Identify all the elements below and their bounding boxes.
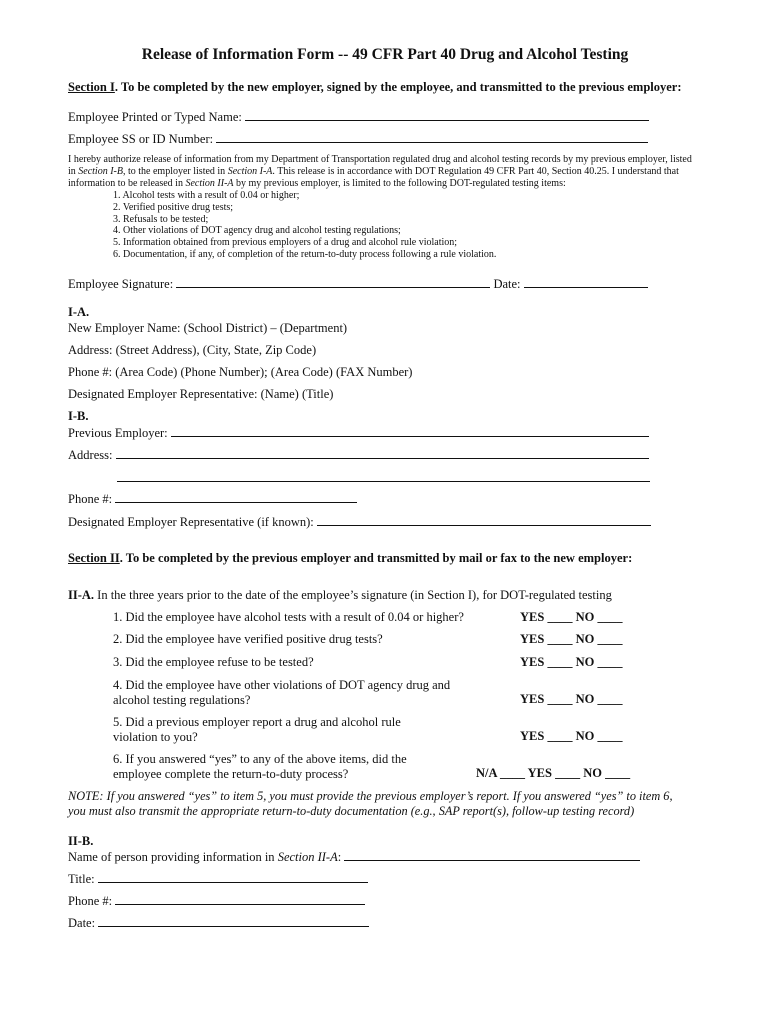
- question-6-na-yes-no[interactable]: N/A ____ YES ____ NO ____: [476, 766, 631, 780]
- employee-name-row: [68, 109, 649, 125]
- question-4-line-1: 4. Did the employee have other violations of DOT agency drug and: [113, 678, 451, 692]
- previous-representative-field[interactable]: [317, 514, 651, 526]
- question-5-line-2: violation to you?: [113, 730, 198, 744]
- question-1: 1. Did the employee have alcohol tests with a result of 0.04 or higher?: [113, 610, 464, 624]
- previous-employer-row: [68, 425, 649, 441]
- form-title: Release of Information Form -- 49 CFR Part 40 Drug and Alcohol Testing: [141, 46, 629, 63]
- auth-text: . This release is in accordance with DOT Regulation 49 CFR Part 40, Section 40.25. I understand that: [272, 165, 679, 177]
- section-1-heading: [68, 80, 682, 95]
- provider-title-label: Title:: [68, 872, 95, 886]
- list-item: 3. Refusals to be tested;: [113, 213, 209, 225]
- question-2: 2. Did the employee have verified positive drug tests?: [113, 632, 383, 646]
- previous-address-field-line-2[interactable]: [117, 481, 650, 482]
- note-line-2: you must also transmit the appropriate return-to-duty documentation (e.g., SAP report(s), follow-up testing record): [68, 804, 635, 818]
- provider-name-ref: Section II-A: [277, 850, 338, 864]
- provider-title-row: [68, 871, 368, 887]
- previous-phone-label: Phone #:: [68, 492, 113, 506]
- question-1-yes-no[interactable]: YES ____ NO ____: [520, 610, 623, 624]
- provider-phone-row: [68, 893, 365, 909]
- signature-date-label: Date:: [493, 277, 521, 291]
- provider-title-field[interactable]: [98, 871, 368, 883]
- section-2-text: . To be completed by the previous employer and transmitted by mail or fax to the new employer:: [119, 551, 633, 565]
- question-6-line-2: employee complete the return-to-duty process?: [113, 767, 349, 781]
- auth-ref-ii-a: Section II-A: [185, 177, 234, 189]
- provider-name-colon: :: [337, 850, 342, 864]
- section-2a-intro: [68, 588, 612, 603]
- provider-date-row: [68, 915, 369, 931]
- list-item: 2. Verified positive drug tests;: [113, 201, 234, 213]
- employee-name-label: Employee Printed or Typed Name:: [68, 110, 242, 124]
- list-item: 5. Information obtained from previous employers of a drug and alcohol rule violation;: [113, 237, 458, 249]
- list-item: 1. Alcohol tests with a result of 0.04 or higher;: [113, 190, 300, 201]
- question-3-yes-no[interactable]: YES ____ NO ____: [520, 655, 623, 669]
- section-2-heading: [68, 551, 632, 566]
- provider-date-field[interactable]: [98, 915, 369, 927]
- question-5-line-1: 5. Did a previous employer report a drug and alcohol rule: [113, 715, 401, 729]
- new-employer-representative: Designated Employer Representative: (Name) (Title): [68, 387, 334, 401]
- auth-ref-i-a: Section I-A: [227, 165, 273, 177]
- provider-name-field[interactable]: [344, 849, 640, 861]
- question-4-line-2: alcohol testing regulations?: [113, 693, 251, 707]
- auth-text: in: [68, 165, 79, 177]
- list-item: 6. Documentation, if any, of completion of the return-to-duty process following a rule violation.: [113, 248, 497, 260]
- previous-address-field[interactable]: [116, 447, 649, 459]
- previous-employer-label: Previous Employer:: [68, 426, 168, 440]
- auth-text: by my previous employer, is limited to the following DOT-regulated testing items:: [233, 177, 566, 189]
- employee-id-row: [68, 131, 648, 147]
- question-6: [113, 752, 407, 782]
- question-5: [113, 715, 401, 745]
- question-4: [113, 678, 450, 708]
- provider-phone-label: Phone #:: [68, 894, 113, 908]
- previous-address-row: [68, 447, 649, 463]
- auth-text: information to be released in: [68, 177, 186, 189]
- provider-name-row: [68, 849, 640, 865]
- signature-label: Employee Signature:: [68, 277, 174, 291]
- signature-date-field[interactable]: [524, 276, 648, 288]
- new-employer-name: New Employer Name: (School District) – (Department): [68, 321, 348, 335]
- list-item: 4. Other violations of DOT agency drug and alcohol testing regulations;: [113, 225, 401, 237]
- previous-representative-row: [68, 514, 651, 530]
- section-1a-label: I-A.: [68, 305, 90, 319]
- authorization-paragraph: [68, 154, 692, 189]
- section-1-label: Section I: [68, 80, 115, 94]
- question-4-yes-no[interactable]: YES ____ NO ____: [520, 692, 623, 706]
- previous-representative-label: Designated Employer Representative (if known):: [68, 515, 314, 529]
- question-5-yes-no[interactable]: YES ____ NO ____: [520, 729, 623, 743]
- employee-id-field[interactable]: [216, 131, 648, 143]
- employee-name-field[interactable]: [245, 109, 649, 121]
- signature-row: [68, 276, 648, 292]
- section-2a-label: II-A.: [68, 588, 95, 602]
- testing-items-list: [113, 190, 496, 261]
- section-2a-text: In the three years prior to the date of the employee’s signature (in Section I), for DOT-regulated testing: [94, 588, 612, 602]
- signature-field[interactable]: [176, 276, 490, 288]
- previous-phone-row: [68, 491, 357, 507]
- new-employer-phone: Phone #: (Area Code) (Phone Number); (Area Code) (FAX Number): [68, 365, 413, 379]
- auth-ref-i-b: Section I-B: [78, 165, 123, 177]
- section-1b-label: I-B.: [68, 409, 89, 423]
- section-2b-label: II-B.: [68, 834, 94, 848]
- employee-id-label: Employee SS or ID Number:: [68, 132, 214, 146]
- provider-date-label: Date:: [68, 916, 96, 930]
- question-2-yes-no[interactable]: YES ____ NO ____: [520, 632, 623, 646]
- previous-phone-field[interactable]: [115, 491, 357, 503]
- auth-line-3: [68, 178, 692, 190]
- provider-name-label: Name of person providing information in: [68, 850, 278, 864]
- previous-employer-field[interactable]: [171, 425, 649, 437]
- previous-address-label: Address:: [68, 448, 113, 462]
- note-paragraph: [68, 789, 673, 819]
- provider-phone-field[interactable]: [115, 893, 365, 905]
- question-6-line-1: 6. If you answered “yes” to any of the above items, did the: [113, 752, 407, 766]
- new-employer-address: Address: (Street Address), (City, State, Zip Code): [68, 343, 317, 357]
- auth-line-1: I hereby authorize release of information from my Department of Transportation regulated drug and alcohol testing records by my previous employer, listed: [68, 154, 692, 165]
- section-2-label: Section II: [68, 551, 120, 565]
- auth-text: , to the employer listed in: [122, 165, 228, 177]
- section-1-text: . To be completed by the new employer, signed by the employee, and transmitted to the previous employer:: [114, 80, 682, 94]
- note-line-1: NOTE: If you answered “yes” to item 5, you must provide the previous employer’s report. If you answered “yes” to item 6,: [68, 789, 673, 803]
- question-3: 3. Did the employee refuse to be tested?: [113, 655, 314, 669]
- auth-line-2: [68, 166, 692, 178]
